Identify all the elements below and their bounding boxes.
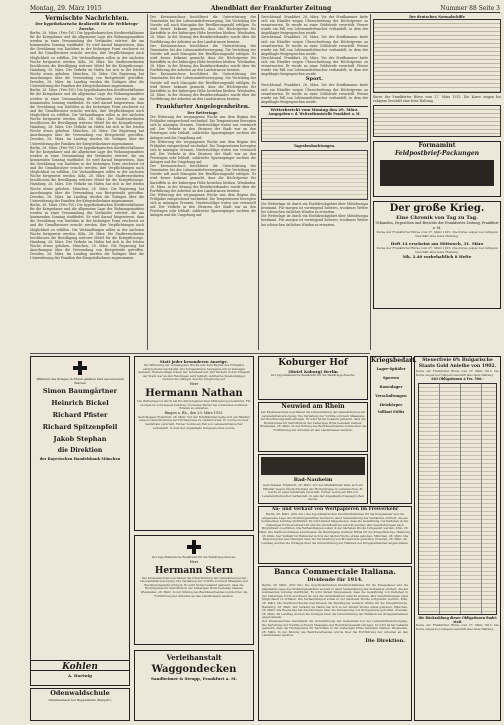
memorial-name: Richard Spitzenpfeil — [42, 423, 118, 431]
article-text: Die Wetterlage ist durch ein Hochdruckgebiet über Mitteleuropa bestimmt. Für morgen ist vorwiegend heiteres, trockenes Wetter bei schwachen östlichen Winden zu erwarten. — [261, 202, 368, 215]
column-market — [373, 15, 501, 350]
article-text: Berlin, 28. März. (Priv.-Tel.) Die hypothekarischen Kreditverhältnisse für die Kriegsdauer und die allgemeine Lage des Wohnungsmarktes werden in einer Versammlung des Verbandes erörtert, die am kommenden Sonntag stattfindet. Es wird darauf hingewiesen, dass die Gewährung von Darlehen in der bisherigen Form erschwert ist und die Grundbesitzer ersucht werden, ihre Verpflichtungen nach Möglichkeit zu erfüllen. Die Verhandlungen sollen in der nächsten Woche fortgesetzt werden. Köln, 28. März. Die Stadtverordneten beschlossen die Bewilligung weiterer Mittel für die Kriegsfürsorge. Hamburg, 28. März. Der Verkehr im Hafen hat sich in der letzten Woche etwas gehoben. München, 28. März. Die Regierung hat Anordnungen über die Verwendung von Brotgetreide getroffen. Dresden, 28. März. Im Landtag wurden die Vorlagen über die Unterstützung der Familien der Kriegsteilnehmer angenommen. — [262, 583, 408, 620]
ad-verleihanstalt — [134, 650, 254, 721]
column-rule — [147, 14, 148, 350]
ad-kriegs-item: Sperren — [382, 376, 400, 380]
horizontal-rule — [30, 353, 370, 354]
memorial-name: Heinrich Bickel — [51, 399, 109, 407]
memorial-name: Simon Baumgärtner — [42, 387, 118, 395]
header-masthead: Abendblatt der Frankfurter Zeitung — [210, 5, 332, 12]
ad-neuwied-title: Neuwied am Rhein — [281, 403, 345, 410]
article-text: Berlin, 28. März. (Priv.-Tel.) Die hypothekarischen Kreditverhältnisse für die Kriegsdauer und die allgemeine Lage des Wohnungsmarktes werden in einer Versammlung des Verbandes erörtert, die am kommenden Sonntag stattfindet. Es wird darauf hingewiesen, dass die Gewährung von Darlehen in der bisherigen Form erschwert ist und die Grundbesitzer ersucht werden, ihre Verpflichtungen nach Möglichkeit zu erfüllen. Die Verhandlungen sollen in der nächsten Woche fortgesetzt werden. Köln, 28. März. Die Stadtverordneten beschlossen die Bewilligung weiterer Mittel für die Kriegsfürsorge. Hamburg, 28. März. Der Verkehr im Hafen hat sich in der letzten Woche etwas gehoben. München, 28. März. Die Regierung hat Anordnungen über die Verwendung von Brotgetreide getroffen. Dresden, 28. März. Im Landtag wurden die Vorlagen über die Unterstützung der Familien der Kriegsteilnehmer angenommen. — [259, 512, 411, 545]
ad-krieg-title: Der große Krieg. — [389, 203, 485, 215]
article-text: Gerichtssaal. Frankfurt, 28. März. Vor der Strafkammer hatte sich ein Händler wegen Überschreitung der Höchstpreise zu verantworten. Er wurde zu einer Geldstrafe verurteilt. Ferner wurde ein Fall von Lebensmittelwucher verhandelt, in dem der Angeklagte freigesprochen wurde. — [261, 83, 368, 104]
article-text: Der Kreisausschuss beschliesst die Unterstützung der Gemeinden bei der Lebensmittelversorgung. Die Verteilung der Vorräte soll nach Massgabe der Bevölkerungszahl erfolgen. Es wird ferner bekannt gemacht, dass die Höchstpreise für Kartoffeln in der bisherigen Höhe bestehen bleiben. Wiesbaden, 28. März. In der Sitzung des Bezirksverbandes wurde über die Fortführung der Arbeiten an den Landstrassen beraten. — [150, 72, 256, 101]
ad-steuer-title: Steuerfreie 6% Bulgarische Staats Gold Anleihe von 1902. — [418, 358, 497, 369]
article-text: Kurse der Frankfurter Börse vom 27. März 1915. Die Kurse zeigen bei ruhigem Geschäft eine feste Haltung. — [373, 95, 501, 104]
bond-number-table — [418, 383, 497, 615]
article-text: Die Witterung der vergangenen Woche war dem Beginn des Frühjahrs entsprechend wechselnd. Die Temperaturen bewegten sich in mässigen Grenzen, Niederschläge traten nur vereinzelt auf. Der Verkehr in den Strassen der Stadt war an den Feiertagen sehr lebhaft, zahlreiche Spaziergänger suchten die Anlagen und die Umgebung auf. — [137, 363, 251, 382]
article-text: Der Kreisausschuss beschliesst die Unterstützung der Gemeinden bei der Lebensmittelversorgung. Die Verteilung der Vorräte soll nach Massgabe der Bevölkerungszahl erfolgen. Es wird ferner bekannt gemacht, dass die Höchstpreise für Kartoffeln in der bisherigen Höhe bestehen bleiben. Wiesbaden, 28. März. In der Sitzung des Bezirksverbandes wurde über die Fortführung der Arbeiten an den Landstrassen beraten. — [262, 618, 408, 638]
ad-school-title: Odenwaldschule — [50, 689, 110, 697]
ad-nathan-name: Hermann Nathan — [145, 387, 243, 399]
ad-memorial-bank — [30, 356, 130, 671]
ad-kriegs-company: Vollhart Ettlitz — [377, 410, 405, 414]
ad-krieg-sub: Eine Chronik von Tag zu Tag. — [396, 215, 478, 222]
ad-kriegs-item: Heizkörper — [379, 403, 403, 407]
ad-formamint-title: Formamint — [418, 142, 456, 150]
ad-stern-prefix: Herr — [189, 559, 199, 564]
column-rule — [258, 14, 259, 350]
ad-krieg-price: Mk. 2.40 vorbehaltlich 8 Hefte — [402, 254, 472, 260]
market-table — [373, 19, 501, 93]
ad-verleih-company: Sandheimer & Strupp, Frankfurt a. M. — [151, 676, 237, 681]
memorial-signature: die Direktion — [57, 447, 103, 454]
article-text: Gerichtssaal. Frankfurt, 28. März. Vor der Strafkammer hatte sich ein Händler wegen Überschreitung der Höchstpreise zu verantworten. Er wurde zu einer Geldstrafe verurteilt. Ferner wurde ein Fall von Lebensmittelwucher verhandelt, in dem der Angeklagte freigesprochen wurde. — [137, 414, 251, 430]
column-rule — [370, 14, 371, 350]
ad-koburger-sub: (Hotel Koburg) Berlin — [288, 369, 338, 374]
article-text: Berlin, 28. März. (Priv.-Tel.) Die hypothekarischen Kreditverhältnisse für die Kriegsdauer und die allgemeine Lage des Wohnungsmarktes werden in einer Versammlung des Verbandes erörtert, die am kommenden Sonntag stattfindet. Es wird darauf hingewiesen, dass die Gewährung von Darlehen in der bisherigen Form erschwert ist und die Grundbesitzer ersucht werden, ihre Verpflichtungen nach Möglichkeit zu erfüllen. Die Verhandlungen sollen in der nächsten Woche fortgesetzt werden. Köln, 28. März. Die Stadtverordneten beschlossen die Bewilligung weiterer Mittel für die Kriegsfürsorge. Hamburg, 28. März. Der Verkehr im Hafen hat sich in der letzten Woche etwas gehoben. München, 28. März. Die Regierung hat Anordnungen über die Verwendung von Brotgetreide getroffen. Dresden, 28. März. Im Landtag wurden die Vorlagen über die Unterstützung der Familien der Kriegsteilnehmer angenommen. — [30, 145, 144, 203]
ad-koburger-title: Koburger Hof — [278, 358, 348, 368]
article-text: Die Witterung der vergangenen Woche war dem Beginn des Frühjahrs entsprechend wechselnd. Die Temperaturen bewegten sich in mässigen Grenzen, Niederschläge traten nur vereinzelt auf. Der Verkehr in den Strassen der Stadt war an den Feiertagen sehr lebhaft, zahlreiche Spaziergänger suchten die Anlagen und die Umgebung auf. — [150, 115, 256, 140]
ad-formamint-sub: Feldpostbrief-Packungen — [394, 150, 480, 158]
article-text: Berlin, 28. März. (Priv.-Tel.) Die hypothekarischen Kreditverhältnisse für die Kriegsdauer und die allgemeine Lage des Wohnungsmarktes werden in einer Versammlung des Verbandes erörtert, die am kommenden Sonntag stattfindet. Es wird darauf hingewiesen, dass die Gewährung von Darlehen in der bisherigen Form erschwert ist und die Grundbesitzer ersucht werden, ihre Verpflichtungen nach Möglichkeit zu erfüllen. Die Verhandlungen sollen in der nächsten Woche fortgesetzt werden. Köln, 28. März. Die Stadtverordneten beschlossen die Bewilligung weiterer Mittel für die Kriegsfürsorge. Hamburg, 28. März. Der Verkehr im Hafen hat sich in der letzten Woche etwas gehoben. München, 28. März. Die Regierung hat Anordnungen über die Verwendung von Brotgetreide getroffen. Dresden, 28. März. Im Landtag wurden die Vorlagen über die Unterstützung der Familien der Kriegsteilnehmer angenommen. — [30, 202, 144, 261]
ad-nathan-anzeige: Statt jeder besonderen Anzeige. — [159, 359, 229, 364]
ad-kriegsbedarf — [370, 356, 417, 504]
section-subheading: Der Bettertage. — [187, 110, 219, 115]
article-text: Der Kreisausschuss beschliesst die Unterstützung der Gemeinden bei der Lebensmittelversorgung. Die Verteilung der Vorräte soll nach Massgabe der Bevölkerungszahl erfolgen. Es wird ferner bekannt gemacht, dass die Höchstpreise für Kartoffeln in der bisherigen Höhe bestehen bleiben. Wiesbaden, 28. März. In der Sitzung des Bezirksverbandes wurde über die Fortführung der Arbeiten an den Landstrassen beraten. — [150, 43, 256, 73]
weather-table-heading: Tagesbeobachtungen. — [293, 143, 336, 148]
article-text: Die Wetterlage ist durch ein Hochdruckgebiet über Mitteleuropa bestimmt. Für morgen ist vorwiegend heiteres, trockenes Wetter bei schwachen östlichen Winden zu erwarten. — [137, 398, 251, 411]
header-date: Montag, 29. März 1915 — [30, 5, 102, 12]
article-text: Der Kreisausschuss beschliesst die Unterstützung der Gemeinden bei der Lebensmittelversorgung. Die Verteilung der Vorräte soll nach Massgabe der Bevölkerungszahl erfolgen. Es wird ferner bekannt gemacht, dass die Höchstpreise für Kartoffeln in der bisherigen Höhe bestehen bleiben. Wiesbaden, 28. März. In der Sitzung des Bezirksverbandes wurde über die Fortführung der Arbeiten an den Landstrassen beraten. — [259, 410, 367, 432]
ad-bad-nauheim — [258, 454, 368, 504]
article-text: Berlin, 28. März. (Priv.-Tel.) Die hypothekarischen Kreditverhältnisse für die Kriegsdauer und die allgemeine Lage des Wohnungsmarktes werden in einer Versammlung des Verbandes erörtert, die am kommenden Sonntag stattfindet. Es wird darauf hingewiesen, dass die Gewährung von Darlehen in der bisherigen Form erschwert ist und die Grundbesitzer ersucht werden, ihre Verpflichtungen nach Möglichkeit zu erfüllen. Die Verhandlungen sollen in der nächsten Woche fortgesetzt werden. Köln, 28. März. Die Stadtverordneten beschlossen die Bewilligung weiterer Mittel für die Kriegsfürsorge. Hamburg, 28. März. Der Verkehr im Hafen hat sich in der letzten Woche etwas gehoben. München, 28. März. Die Regierung hat Anordnungen über die Verwendung von Brotgetreide getroffen. Dresden, 28. März. Im Landtag wurden die Vorlagen über die Unterstützung der Familien der Kriegsteilnehmer angenommen. — [30, 88, 144, 146]
weather-heading: Wetterbericht vom Montag den 29. März. — [261, 106, 368, 112]
article-text: Der Kreisausschuss beschliesst die Unterstützung der Gemeinden bei der Lebensmittelversorgung. Die Verteilung der Vorräte soll nach Massgabe der Bevölkerungszahl erfolgen. Es wird ferner bekannt gemacht, dass die Höchstpreise für Kartoffeln in der bisherigen Höhe bestehen bleiben. Wiesbaden, 28. März. In der Sitzung des Bezirksverbandes wurde über die Fortführung der Arbeiten an den Landstrassen beraten. — [139, 575, 249, 598]
article-text: Kurse der Frankfurter Börse vom 27. März 1915. Die Kurse zeigen bei ruhigem Geschäft eine feste Haltung. — [376, 230, 498, 239]
market-table-title: Der deutschen Normalschiffe — [409, 15, 465, 19]
market-table-2 — [373, 105, 501, 137]
weather-table — [261, 118, 368, 142]
ad-kohlen-company: A. Hartwig — [68, 673, 92, 678]
ad-banca-title: Banca Commerciale Italiana. — [273, 567, 397, 576]
article-text: Kurse der Frankfurter Börse vom 27. März 1915. Die Kurse zeigen bei ruhigem Geschäft eine feste Haltung. — [416, 369, 499, 377]
memorial-company: der Bayerischen Handelsbank München — [39, 457, 121, 461]
ad-nathan-prefix: Herr — [189, 381, 199, 386]
article-text: Der hypothekarische Realkredit für die Weltkriegs-Zwecke. — [270, 373, 356, 377]
article-text: Die Witterung der vergangenen Woche war dem Beginn des Frühjahrs entsprechend wechselnd. Die Temperaturen bewegten sich in mässigen Grenzen, Niederschläge traten nur vereinzelt auf. Der Verkehr in den Strassen der Stadt war an den Feiertagen sehr lebhaft, zahlreiche Spaziergänger suchten die Anlagen und die Umgebung auf. — [150, 192, 256, 218]
ad-koburger-hof — [258, 356, 368, 400]
article-text: Gerichtssaal. Frankfurt, 28. März. Vor der Strafkammer hatte sich ein Händler wegen Überschreitung der Höchstpreise zu verantworten. Er wurde zu einer Geldstrafe verurteilt. Ferner wurde ein Fall von Lebensmittelwucher verhandelt, in dem der Angeklagte freigesprochen wurde. — [261, 55, 368, 77]
ad-banca-foot: Die Direktion. — [365, 637, 405, 644]
ad-kriegs-title: Kriegsbedarf. — [371, 357, 417, 364]
ad-verleih-sub: Waggondecken — [151, 664, 237, 675]
article-text: Gerichtssaal. Frankfurt, 28. März. Vor der Strafkammer hatte sich ein Händler wegen Überschreitung der Höchstpreise zu verantworten. Er wurde zu einer Geldstrafe verurteilt. Ferner wurde ein Fall von Lebensmittelwucher verhandelt, in dem der Angeklagte freigesprochen wurde. — [261, 15, 368, 36]
ad-verleih-title: Verleihanstalt — [166, 653, 222, 662]
weather-subheading: Ausgegeben v. d. Wetterdienststelle Frankfurt a. M. — [268, 111, 361, 116]
ad-kriegs-item: Lager-Spitäler — [376, 367, 406, 371]
ad-stern-death — [134, 535, 254, 645]
article-text: Kurse der Frankfurter Börse vom 27. März 1915. Die Kurse zeigen bei ruhigem Geschäft eine feste Haltung. — [416, 623, 499, 631]
iron-cross-icon — [73, 361, 87, 375]
article-text: Die Witterung der vergangenen Woche war dem Beginn des Frühjahrs entsprechend wechselnd. Die Temperaturen bewegten sich in mässigen Grenzen, Niederschläge traten nur vereinzelt auf. Der Verkehr in den Strassen der Stadt war an den Feiertagen sehr lebhaft, zahlreiche Spaziergänger suchten die Anlagen und die Umgebung auf. — [150, 139, 256, 165]
sport-heading: Sport. — [305, 76, 324, 83]
iron-cross-icon — [187, 540, 201, 554]
article-text: Die Wetterlage ist durch ein Hochdruckgebiet über Mitteleuropa bestimmt. Für morgen ist vorwiegend heiteres, trockenes Wetter bei schwachen östlichen Winden zu erwarten. — [261, 214, 368, 227]
ad-nathan-place: Bingen a. Rh., den 29. März 1915. — [164, 410, 224, 415]
ad-bond-table-head: 663 Obligationen à Frs. 500.- — [431, 377, 484, 382]
section-subheading: Der hypothekarische Realkredit für die Weltkriegs-Zwecke. — [35, 22, 139, 31]
article-text: Der Kreisausschuss beschliesst die Unterstützung der Gemeinden bei der Lebensmittelversorgung. Die Verteilung der Vorräte soll nach Massgabe der Bevölkerungszahl erfolgen. Es wird ferner bekannt gemacht, dass die Höchstpreise für Kartoffeln in der bisherigen Höhe bestehen bleiben. Wiesbaden, 28. März. In der Sitzung des Bezirksverbandes wurde über die Fortführung der Arbeiten an den Landstrassen beraten. — [150, 164, 256, 193]
article-text: Kurse der Frankfurter Börse vom 27. März 1915. Die Kurse zeigen bei ruhigem Geschäft eine feste Haltung. — [376, 246, 498, 255]
ad-wertpapiere — [258, 506, 412, 564]
ad-banca-commerciale — [258, 566, 412, 721]
article-text: Gerichtssaal. Frankfurt, 28. März. Vor der Strafkammer hatte sich ein Händler wegen Überschreitung der Höchstpreise zu verantworten. Er wurde zu einer Geldstrafe verurteilt. Ferner wurde ein Fall von Lebensmittelwucher verhandelt, in dem der Angeklagte freigesprochen wurde. — [261, 35, 368, 56]
ad-stern-name: Hermann Stern — [154, 565, 234, 576]
ad-bond-foot: Die Rückzahlung dieser Obligationen findet statt — [418, 615, 497, 624]
weather-observations-table — [261, 150, 368, 200]
memorial-intro: Während des Krieges in Ehren gefallen sind aus unserem Betrieb — [36, 377, 124, 385]
section-heading: Vermischte Nachrichten. — [45, 15, 129, 22]
ad-krieg-text: Urkunden, Depeschen und Berichte der Frankfurter Zeitung, Frankfurt a. M. — [375, 221, 499, 230]
ad-kohlen-title: Kohlen — [62, 662, 98, 672]
ad-nathan-death — [134, 356, 254, 531]
article-text: Berlin, 28. März. (Priv.-Tel.) Die hypothekarischen Kreditverhältnisse für die Kriegsdauer und die allgemeine Lage des Wohnungsmarktes werden in einer Versammlung des Verbandes erörtert, die am kommenden Sonntag stattfindet. Es wird darauf hingewiesen, dass die Gewährung von Darlehen in der bisherigen Form erschwert ist und die Grundbesitzer ersucht werden, ihre Verpflichtungen nach Möglichkeit zu erfüllen. Die Verhandlungen sollen in der nächsten Woche fortgesetzt werden. Köln, 28. März. Die Stadtverordneten beschlossen die Bewilligung weiterer Mittel für die Kriegsfürsorge. Hamburg, 28. März. Der Verkehr im Hafen hat sich in der letzten Woche etwas gehoben. München, 28. März. Die Regierung hat Anordnungen über die Verwendung von Brotgetreide getroffen. Dresden, 28. März. Im Landtag wurden die Vorlagen über die Unterstützung der Familien der Kriegsteilnehmer angenommen. — [30, 31, 144, 89]
page-header — [30, 3, 500, 13]
article-text: Der hypothekarische Realkredit für die Weltkriegs-Zwecke. — [151, 555, 237, 559]
ad-kriegs-item: Verschaltungen — [375, 394, 407, 398]
ad-nauheim-banner — [261, 457, 365, 475]
ad-kauf-title: An- und Verkauf von Wertpapieren im Freiverkehr — [271, 507, 399, 512]
ad-formamint — [373, 141, 501, 197]
column-vermischtes — [30, 15, 144, 350]
ad-bulgarian-bond — [414, 356, 501, 721]
header-number: Nummer 88 Seite 3 — [440, 5, 500, 12]
ad-krieg-note: Heft 14 erscheint am Mittwoch, 31. März — [390, 241, 484, 247]
ad-nauheim-title: Bad-Nauheim — [293, 477, 333, 483]
column-weather — [261, 15, 368, 350]
section-heading: Frankfurter Angelegenheiten. — [156, 103, 250, 110]
ad-banca-sub: Dividende für 1914. — [307, 577, 363, 583]
article-text: Gerichtssaal. Frankfurt, 28. März. Vor der Strafkammer hatte sich ein Händler wegen Überschreitung der Höchstpreise zu verantworten. Er wurde zu einer Geldstrafe verurteilt. Ferner wurde ein Fall von Lebensmittelwucher verhandelt, in dem der Angeklagte freigesprochen wurde. — [262, 483, 364, 502]
ad-kohlen — [30, 660, 130, 686]
ad-kriegs-item: Rasenlager — [379, 385, 403, 389]
memorial-name: Richard Pfister — [52, 411, 108, 419]
ad-school-sub: Oberhambach bei Heppenheim (Bergstr.) — [48, 698, 112, 702]
article-text: Der Kreisausschuss beschliesst die Unterstützung der Gemeinden bei der Lebensmittelversorgung. Die Verteilung der Vorräte soll nach Massgabe der Bevölkerungszahl erfolgen. Es wird ferner bekannt gemacht, dass die Höchstpreise für Kartoffeln in der bisherigen Höhe bestehen bleiben. Wiesbaden, 28. März. In der Sitzung des Bezirksverbandes wurde über die Fortführung der Arbeiten an den Landstrassen beraten. — [150, 15, 256, 44]
ad-formamint-image — [380, 160, 494, 186]
ad-grosse-krieg — [373, 201, 501, 309]
memorial-name: Jakob Stephan — [53, 435, 107, 443]
ad-odenwaldschule — [30, 688, 130, 721]
ad-neuwied — [258, 402, 368, 452]
column-frankfurt — [150, 15, 256, 350]
